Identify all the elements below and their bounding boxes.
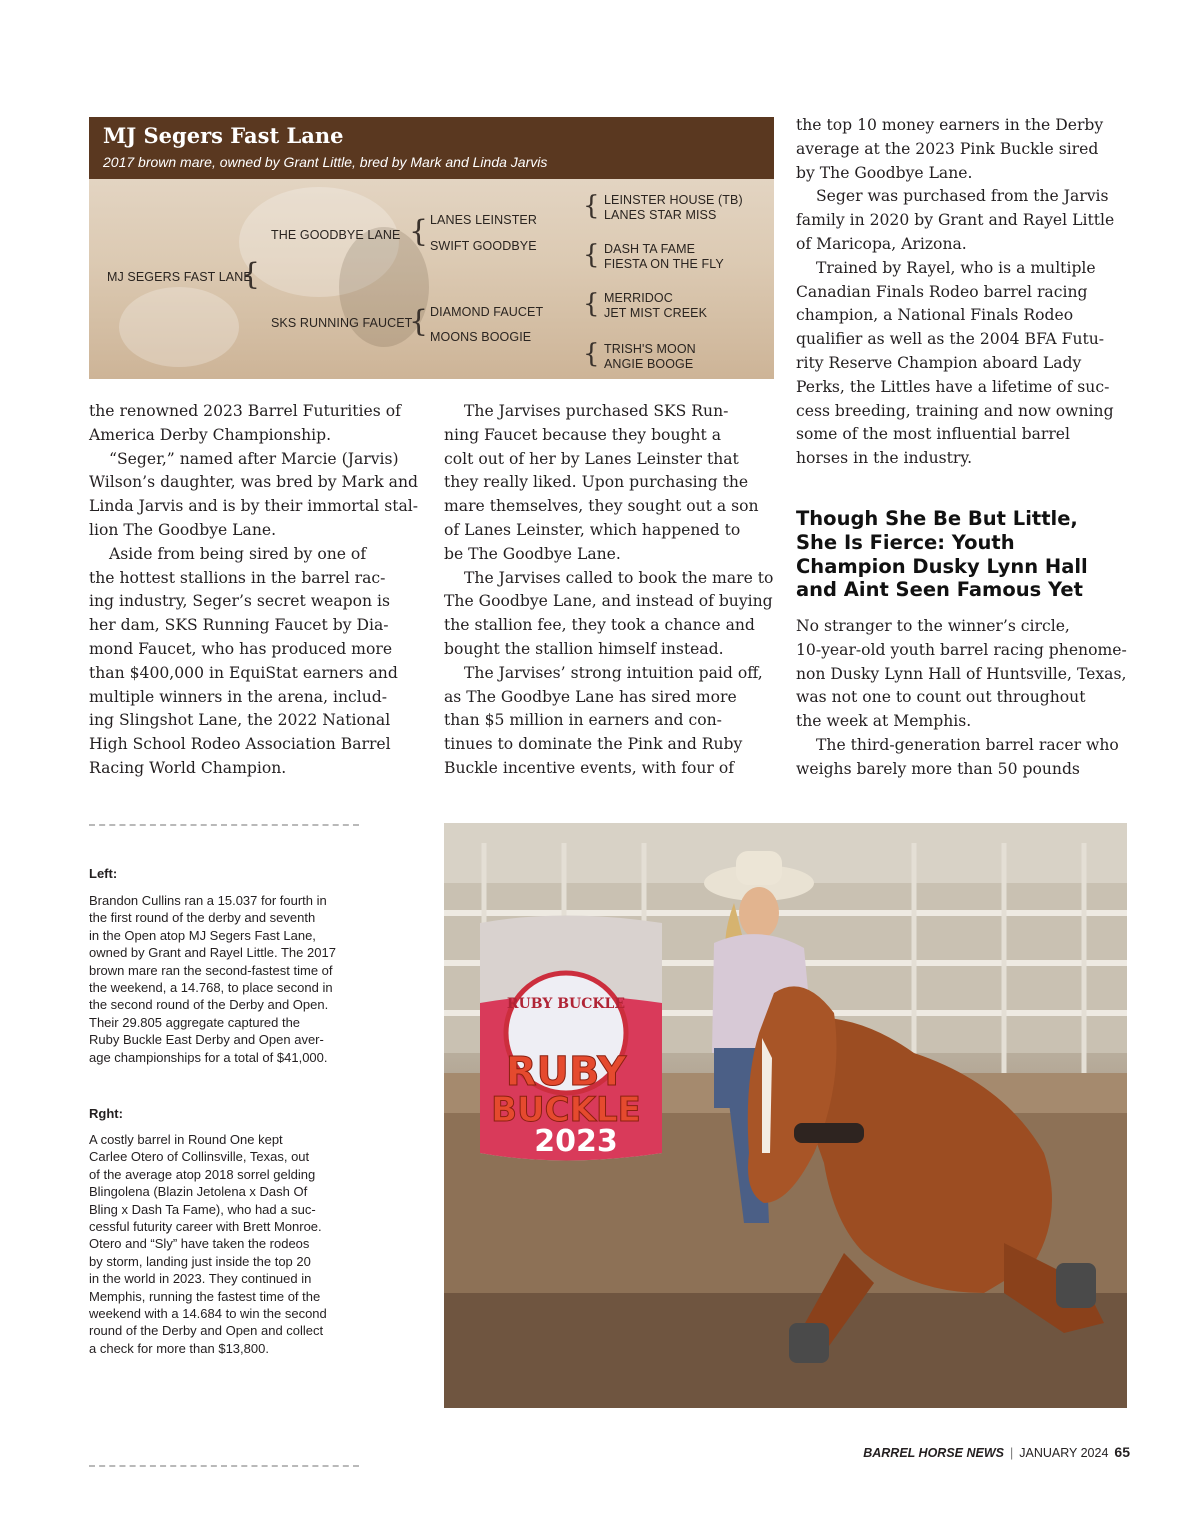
background-hoof-shape (119, 287, 239, 367)
caption-line: A costly barrel in Round One kept (89, 1132, 283, 1147)
caption-line: Bling x Dash Ta Fame), who had a suc- (89, 1201, 316, 1217)
caption-line: weekend with a 14.684 to win the second (89, 1306, 327, 1322)
section-headline (796, 507, 1136, 602)
text-line: ing industry, Seger’s secret weapon is (89, 592, 390, 611)
text-line: bought the stallion himself instead. (444, 639, 724, 658)
text-line: than $400,000 in EquiStat earners and (89, 663, 398, 682)
text-line: ing Slingshot Lane, the 2022 National (89, 711, 391, 730)
caption-line: Their 29.805 aggregate captured the (89, 1014, 301, 1030)
text-line: Canadian Finals Rodeo barrel racing (796, 282, 1088, 301)
caption-right (89, 1131, 369, 1357)
text-line: multiple winners in the arena, includ- (89, 687, 388, 706)
text-line: some of the most influential barrel (796, 425, 1071, 444)
article-column-2 (444, 400, 773, 781)
brace: { (583, 339, 600, 369)
caption-line: brown mare ran the second-fastest time of (89, 962, 333, 978)
pedigree-dam: SKS RUNNING FAUCET (271, 316, 413, 330)
pedigree-sire-dam: SWIFT GOODBYE (430, 239, 537, 253)
caption-divider (89, 824, 359, 826)
article-column-1 (89, 400, 418, 781)
pedigree-chart (89, 117, 774, 379)
headline-line: Champion Dusky Lynn Hall (796, 554, 1088, 578)
caption-line: cessful futurity career with Brett Monroe. (89, 1219, 322, 1235)
brace: { (583, 240, 600, 270)
caption-right-label: Rght: (89, 1106, 123, 1121)
text-line: No stranger to the winner’s circle, (796, 617, 1070, 635)
text-line: Wilson’s daughter, was bred by Mark and (89, 473, 418, 492)
caption-line: a check for more than $13,800. (89, 1340, 269, 1356)
brace: { (583, 289, 600, 319)
barrel-text-ruby: RUBY (505, 1049, 627, 1095)
text-line: the hottest stallions in the barrel rac- (89, 568, 386, 587)
text-line: the renowned 2023 Barrel Futurities of (89, 402, 401, 420)
article-column-3-bottom (796, 615, 1127, 782)
text-line: Aside from being sired by one of (109, 544, 367, 563)
pedigree-sire: THE GOODBYE LANE (271, 228, 401, 242)
text-line: The Jarvises purchased SKS Run- (464, 402, 729, 420)
headline-line: Though She Be But Little, (796, 507, 1078, 530)
text-line: average at the 2023 Pink Buckle sired (796, 139, 1099, 158)
caption-line: by storm, landing just inside the top 20 (89, 1253, 311, 1269)
pedigree-g3: LEINSTER HOUSE (TB) (604, 193, 743, 207)
text-line: of Maricopa, Arizona. (796, 234, 967, 253)
text-line: The Jarvises called to book the mare to (464, 568, 774, 587)
text-line: tinues to dominate the Pink and Ruby (444, 735, 743, 754)
text-line: the week at Memphis. (796, 712, 972, 731)
text-line: Buckle incentive events, with four of (444, 758, 735, 777)
footer-issue: JANUARY 2024 (1019, 1446, 1109, 1460)
caption-line: Otero and “Sly” have taken the rodeos (89, 1236, 310, 1252)
text-line: cess breeding, training and now owning (796, 401, 1114, 420)
text-line: lion The Goodbye Lane. (89, 520, 277, 539)
pedigree-g3: MERRIDOC (604, 291, 673, 305)
pedigree-g3: TRISH'S MOON (604, 342, 696, 356)
text-line: ning Faucet because they bought a (444, 425, 722, 444)
caption-line: the second round of the Derby and Open. (89, 997, 329, 1013)
text-line: rity Reserve Champion aboard Lady (796, 353, 1082, 372)
caption-line: the weekend, a 14.768, to place second in (89, 980, 333, 996)
caption-divider (89, 1465, 359, 1467)
text-line: of Lanes Leinster, which happened to (444, 520, 741, 539)
page-footer: BARREL HORSE NEWS | JANUARY 2024 65 (863, 1444, 1130, 1460)
text-line: champion, a National Finals Rodeo (796, 306, 1074, 325)
caption-line: Ruby Buckle East Derby and Open aver- (89, 1032, 324, 1048)
barrel-racing-photo (444, 823, 1127, 1408)
pedigree-title: MJ Segers Fast Lane (103, 123, 344, 148)
caption-line: age championships for a total of $41,000. (89, 1049, 328, 1065)
text-line: The third-generation barrel racer who (816, 735, 1119, 754)
pedigree-g3: FIESTA ON THE FLY (604, 257, 724, 271)
text-line: her dam, SKS Running Faucet by Dia- (89, 616, 389, 635)
text-line: Trained by Rayel, who is a multiple (816, 258, 1096, 277)
article-column-3-top (796, 114, 1114, 471)
caption-line: Memphis, running the fastest time of the (89, 1288, 321, 1304)
caption-line: in the Open atop MJ Segers Fast Lane, (89, 927, 316, 943)
page-number: 65 (1114, 1444, 1130, 1460)
caption-left-label: Left: (89, 866, 118, 881)
brace: { (583, 191, 600, 221)
pedigree-sire-sire: LANES LEINSTER (430, 213, 537, 227)
text-line: non Dusky Lynn Hall of Huntsville, Texas, (796, 664, 1127, 683)
text-line: family in 2020 by Grant and Rayel Little (796, 211, 1115, 230)
caption-line: owned by Grant and Rayel Little. The 2017 (89, 945, 336, 961)
pedigree-g3: JET MIST CREEK (604, 306, 708, 320)
footer-publication: BARREL HORSE NEWS (863, 1446, 1004, 1460)
text-line: the top 10 money earners in the Derby (796, 116, 1104, 134)
barrel-text-buckle: BUCKLE (491, 1090, 641, 1130)
text-line: Seger was purchased from the Jarvis (816, 187, 1109, 206)
pedigree-g3: ANGIE BOOGE (604, 357, 694, 371)
caption-line: Carlee Otero of Collinsville, Texas, out (89, 1149, 310, 1165)
caption-line: Blingolena (Blazin Jetolena x Dash Of (89, 1184, 308, 1200)
pedigree-g3: LANES STAR MISS (604, 208, 717, 222)
pedigree-header (89, 117, 774, 179)
text-line: colt out of her by Lanes Leinster that (444, 449, 739, 468)
barrel-arc-text: RUBY BUCKLE (506, 996, 626, 1012)
text-line: Racing World Champion. (89, 758, 287, 777)
text-line: the stallion fee, they took a chance and (444, 616, 755, 635)
text-line: was not one to count out throughout (796, 688, 1086, 707)
brace: { (409, 304, 429, 339)
text-line: mare themselves, they sought out a son (444, 497, 759, 516)
caption-line: the first round of the derby and seventh (89, 910, 316, 926)
text-line: “Seger,” named after Marcie (Jarvis) (109, 449, 399, 468)
headline-line: and Aint Seen Famous Yet (796, 578, 1083, 602)
brace: { (409, 214, 429, 249)
text-line: The Jarvises’ strong intuition paid off, (464, 663, 763, 682)
text-line: Perks, the Littles have a lifetime of suc- (796, 377, 1110, 396)
text-line: 10-year-old youth barrel racing phenome- (796, 640, 1127, 659)
text-line: weighs barely more than 50 pounds (796, 759, 1080, 778)
text-line: America Derby Championship. (89, 425, 332, 444)
caption-line: round of the Derby and Open and collect (89, 1323, 324, 1339)
text-line: Linda Jarvis and is by their immortal stal- (89, 497, 419, 516)
text-line: mond Faucet, who has produced more (89, 639, 393, 658)
text-line: horses in the industry. (796, 449, 973, 468)
barrel-text-year: 2023 (534, 1124, 618, 1159)
pedigree-dam-dam: MOONS BOOGIE (430, 330, 532, 344)
caption-line: of the average atop 2018 sorrel gelding (89, 1166, 316, 1182)
text-line: be The Goodbye Lane. (444, 544, 621, 563)
caption-line: Brandon Cullins ran a 15.037 for fourth in (89, 893, 327, 908)
text-line: by The Goodbye Lane. (796, 163, 973, 182)
pedigree-g3: DASH TA FAME (604, 242, 696, 256)
text-line: as The Goodbye Lane has sired more (444, 687, 737, 706)
pedigree-subtitle: 2017 brown mare, owned by Grant Little, bred by Mark and Linda Jarvis (103, 154, 548, 170)
pedigree-subject: MJ SEGERS FAST LANE (107, 270, 252, 284)
caption-line: in the world in 2023. They continued in (89, 1271, 312, 1287)
text-line: qualifier as well as the 2004 BFA Futu- (796, 330, 1105, 349)
headline-line: She Is Fierce: Youth (796, 530, 1015, 554)
text-line: they really liked. Upon purchasing the (444, 473, 749, 492)
pedigree-dam-sire: DIAMOND FAUCET (430, 305, 544, 319)
caption-left (89, 892, 369, 1066)
photo-illustration (444, 823, 1127, 1408)
brace: { (241, 257, 261, 292)
text-line: High School Rodeo Association Barrel (89, 735, 391, 754)
text-line: than $5 million in earners and con- (444, 711, 722, 730)
text-line: The Goodbye Lane, and instead of buying (444, 592, 773, 611)
